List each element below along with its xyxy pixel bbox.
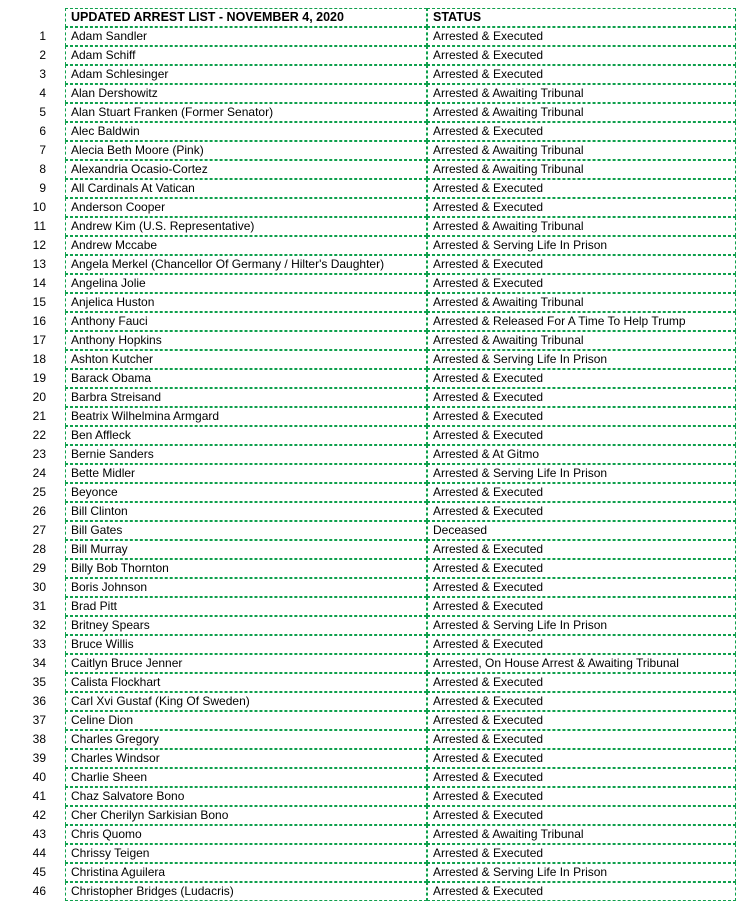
- table-row: [0, 445, 736, 464]
- table-row: [0, 350, 736, 369]
- status-cell: Arrested & Executed: [427, 749, 736, 768]
- row-number: 1: [39, 29, 46, 43]
- table-row: [0, 863, 736, 882]
- status-cell: Arrested & Executed: [427, 483, 736, 502]
- table-row: [0, 426, 736, 445]
- row-number: 17: [32, 333, 46, 347]
- name-cell: Andrew Mccabe: [65, 236, 427, 255]
- name-cell: Billy Bob Thornton: [65, 559, 427, 578]
- status-cell: Deceased: [427, 521, 736, 540]
- table-row: [0, 730, 736, 749]
- table-row: [0, 84, 736, 103]
- row-number: 39: [32, 751, 46, 765]
- row-number: 35: [32, 675, 46, 689]
- status-cell: Arrested & Serving Life In Prison: [427, 863, 736, 882]
- status-cell: Arrested & Executed: [427, 46, 736, 65]
- row-number: 34: [32, 656, 46, 670]
- status-cell: Arrested & Awaiting Tribunal: [427, 825, 736, 844]
- table-row: [0, 27, 736, 46]
- table-row: [0, 217, 736, 236]
- arrest-list-sheet: [0, 8, 736, 901]
- row-number: 43: [32, 827, 46, 841]
- table-row: [0, 46, 736, 65]
- row-number: 25: [32, 485, 46, 499]
- status-cell: Arrested & Executed: [427, 730, 736, 749]
- name-cell: Christopher Bridges (Ludacris): [65, 882, 427, 901]
- table-row: [0, 673, 736, 692]
- name-cell: Alec Baldwin: [65, 122, 427, 141]
- table-row: [0, 806, 736, 825]
- status-cell: Arrested & Executed: [427, 369, 736, 388]
- row-number: 33: [32, 637, 46, 651]
- name-cell: Alexandria Ocasio-Cortez: [65, 160, 427, 179]
- row-number: 16: [32, 314, 46, 328]
- row-number: 24: [32, 466, 46, 480]
- row-number: 4: [39, 86, 46, 100]
- name-cell: Bernie Sanders: [65, 445, 427, 464]
- status-cell: Arrested & Executed: [427, 787, 736, 806]
- row-number: 2: [39, 48, 46, 62]
- row-number: 13: [32, 257, 46, 271]
- name-cell: All Cardinals At Vatican: [65, 179, 427, 198]
- table-row: [0, 103, 736, 122]
- row-number: 29: [32, 561, 46, 575]
- status-cell: Arrested & Awaiting Tribunal: [427, 293, 736, 312]
- row-number: 23: [32, 447, 46, 461]
- table-row: [0, 502, 736, 521]
- status-cell: Arrested & Awaiting Tribunal: [427, 160, 736, 179]
- row-number: 15: [32, 295, 46, 309]
- row-number: 30: [32, 580, 46, 594]
- table-row: [0, 787, 736, 806]
- name-cell: Angelina Jolie: [65, 274, 427, 293]
- name-cell: Calista Flockhart: [65, 673, 427, 692]
- row-number: 45: [32, 865, 46, 879]
- status-cell: Arrested & Executed: [427, 179, 736, 198]
- status-cell: Arrested & Awaiting Tribunal: [427, 331, 736, 350]
- table-row: [0, 464, 736, 483]
- status-cell: Arrested & Awaiting Tribunal: [427, 217, 736, 236]
- name-cell: Barack Obama: [65, 369, 427, 388]
- name-cell: Cher Cherilyn Sarkisian Bono: [65, 806, 427, 825]
- table-row: [0, 825, 736, 844]
- row-number: 21: [32, 409, 46, 423]
- status-cell: Arrested & Executed: [427, 673, 736, 692]
- row-number: 38: [32, 732, 46, 746]
- name-cell: Anderson Cooper: [65, 198, 427, 217]
- list-title: UPDATED ARREST LIST - NOVEMBER 4, 2020: [65, 8, 427, 27]
- row-number: 41: [32, 789, 46, 803]
- name-cell: Charles Windsor: [65, 749, 427, 768]
- name-cell: Bill Gates: [65, 521, 427, 540]
- status-cell: Arrested & Serving Life In Prison: [427, 616, 736, 635]
- table-row: [0, 597, 736, 616]
- header-row-number-spacer: [0, 8, 65, 27]
- table-row: [0, 711, 736, 730]
- status-cell: Arrested & Executed: [427, 844, 736, 863]
- status-cell: Arrested & Executed: [427, 122, 736, 141]
- name-cell: Anthony Hopkins: [65, 331, 427, 350]
- row-number: 18: [32, 352, 46, 366]
- row-number: 12: [32, 238, 46, 252]
- status-cell: Arrested & Serving Life In Prison: [427, 464, 736, 483]
- name-cell: Adam Schiff: [65, 46, 427, 65]
- table-row: [0, 483, 736, 502]
- table-row: [0, 768, 736, 787]
- name-cell: Boris Johnson: [65, 578, 427, 597]
- row-number: 26: [32, 504, 46, 518]
- name-cell: Bruce Willis: [65, 635, 427, 654]
- status-cell: Arrested & Awaiting Tribunal: [427, 84, 736, 103]
- header-row: [0, 8, 736, 27]
- row-number: 28: [32, 542, 46, 556]
- table-row: [0, 882, 736, 901]
- status-cell: Arrested & Serving Life In Prison: [427, 236, 736, 255]
- table-row: [0, 293, 736, 312]
- name-cell: Chrissy Teigen: [65, 844, 427, 863]
- status-cell: Arrested & Executed: [427, 198, 736, 217]
- row-number: 31: [32, 599, 46, 613]
- status-cell: Arrested & Executed: [427, 540, 736, 559]
- status-cell: Arrested & Executed: [427, 426, 736, 445]
- table-row: [0, 388, 736, 407]
- table-row: [0, 844, 736, 863]
- table-row: [0, 749, 736, 768]
- name-cell: Charles Gregory: [65, 730, 427, 749]
- row-number: 19: [32, 371, 46, 385]
- row-number: 8: [39, 162, 46, 176]
- table-row: [0, 236, 736, 255]
- name-cell: Beyonce: [65, 483, 427, 502]
- table-row: [0, 654, 736, 673]
- status-cell: Arrested & Executed: [427, 502, 736, 521]
- table-row: [0, 179, 736, 198]
- status-cell: Arrested & Executed: [427, 597, 736, 616]
- status-cell: Arrested & At Gitmo: [427, 445, 736, 464]
- name-cell: Caitlyn Bruce Jenner: [65, 654, 427, 673]
- status-cell: Arrested & Executed: [427, 407, 736, 426]
- name-cell: Christina Aguilera: [65, 863, 427, 882]
- status-cell: Arrested & Executed: [427, 882, 736, 901]
- name-cell: Ashton Kutcher: [65, 350, 427, 369]
- name-cell: Brad Pitt: [65, 597, 427, 616]
- table-row: [0, 521, 736, 540]
- name-cell: Charlie Sheen: [65, 768, 427, 787]
- status-cell: Arrested & Executed: [427, 806, 736, 825]
- name-cell: Alecia Beth Moore (Pink): [65, 141, 427, 160]
- name-cell: Bill Clinton: [65, 502, 427, 521]
- row-number: 5: [39, 105, 46, 119]
- row-number: 37: [32, 713, 46, 727]
- row-number: 27: [32, 523, 46, 537]
- status-cell: Arrested & Executed: [427, 274, 736, 293]
- name-cell: Ben Affleck: [65, 426, 427, 445]
- status-cell: Arrested & Serving Life In Prison: [427, 350, 736, 369]
- row-number: 32: [32, 618, 46, 632]
- status-column-header: STATUS: [427, 8, 736, 27]
- table-row: [0, 540, 736, 559]
- row-number: 44: [32, 846, 46, 860]
- status-cell: Arrested & Executed: [427, 635, 736, 654]
- row-number: 20: [32, 390, 46, 404]
- row-number: 9: [39, 181, 46, 195]
- name-cell: Bill Murray: [65, 540, 427, 559]
- name-cell: Barbra Streisand: [65, 388, 427, 407]
- status-cell: Arrested & Executed: [427, 711, 736, 730]
- table-row: [0, 369, 736, 388]
- row-number: 6: [39, 124, 46, 138]
- table-row: [0, 255, 736, 274]
- table-row: [0, 692, 736, 711]
- status-cell: Arrested & Executed: [427, 578, 736, 597]
- name-cell: Andrew Kim (U.S. Representative): [65, 217, 427, 236]
- table-row: [0, 635, 736, 654]
- name-cell: Beatrix Wilhelmina Armgard: [65, 407, 427, 426]
- row-number: 10: [32, 200, 46, 214]
- table-row: [0, 331, 736, 350]
- table-row: [0, 312, 736, 331]
- name-cell: Celine Dion: [65, 711, 427, 730]
- status-cell: Arrested & Released For A Time To Help Trump: [427, 312, 736, 331]
- name-cell: Bette Midler: [65, 464, 427, 483]
- name-cell: Adam Schlesinger: [65, 65, 427, 84]
- name-cell: Anjelica Huston: [65, 293, 427, 312]
- name-cell: Anthony Fauci: [65, 312, 427, 331]
- arrest-list-table: [0, 8, 736, 901]
- row-number: 46: [32, 884, 46, 898]
- name-cell: Angela Merkel (Chancellor Of Germany / Hilter's Daughter): [65, 255, 427, 274]
- status-cell: Arrested & Executed: [427, 255, 736, 274]
- status-cell: Arrested & Awaiting Tribunal: [427, 141, 736, 160]
- table-row: [0, 407, 736, 426]
- status-cell: Arrested & Executed: [427, 388, 736, 407]
- status-cell: Arrested & Executed: [427, 768, 736, 787]
- table-row: [0, 578, 736, 597]
- table-row: [0, 65, 736, 84]
- row-number: 3: [39, 67, 46, 81]
- status-cell: Arrested & Executed: [427, 692, 736, 711]
- status-cell: Arrested & Executed: [427, 27, 736, 46]
- table-row: [0, 122, 736, 141]
- name-cell: Carl Xvi Gustaf (King Of Sweden): [65, 692, 427, 711]
- table-row: [0, 160, 736, 179]
- row-number: 36: [32, 694, 46, 708]
- name-cell: Adam Sandler: [65, 27, 427, 46]
- name-cell: Alan Stuart Franken (Former Senator): [65, 103, 427, 122]
- table-row: [0, 274, 736, 293]
- table-row: [0, 198, 736, 217]
- table-body: [0, 27, 736, 901]
- table-row: [0, 141, 736, 160]
- table-row: [0, 559, 736, 578]
- status-cell: Arrested & Executed: [427, 65, 736, 84]
- row-number: 14: [32, 276, 46, 290]
- row-number: 7: [39, 143, 46, 157]
- row-number: 42: [32, 808, 46, 822]
- name-cell: Britney Spears: [65, 616, 427, 635]
- name-cell: Alan Dershowitz: [65, 84, 427, 103]
- table-row: [0, 616, 736, 635]
- status-cell: Arrested & Executed: [427, 559, 736, 578]
- row-number: 40: [32, 770, 46, 784]
- row-number: 22: [32, 428, 46, 442]
- status-cell: Arrested, On House Arrest & Awaiting Tribunal: [427, 654, 736, 673]
- status-cell: Arrested & Awaiting Tribunal: [427, 103, 736, 122]
- name-cell: Chaz Salvatore Bono: [65, 787, 427, 806]
- row-number: 11: [33, 219, 46, 233]
- name-cell: Chris Quomo: [65, 825, 427, 844]
